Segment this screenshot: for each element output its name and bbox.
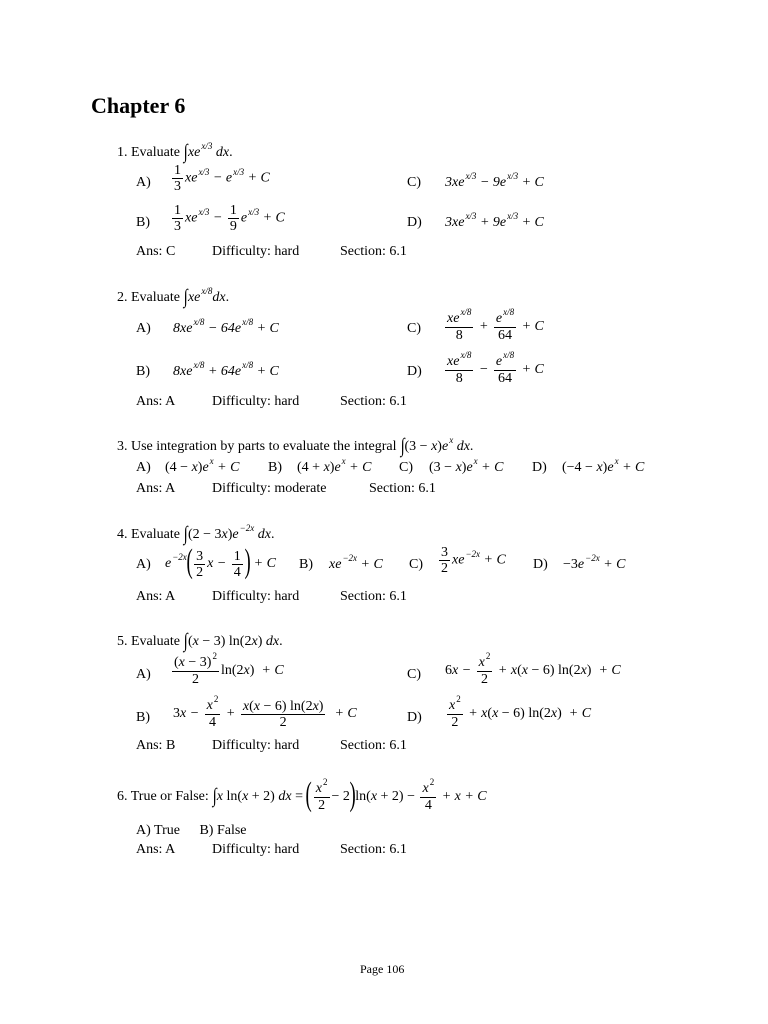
option-label-a: A) (136, 460, 151, 475)
question-prompt: Evaluate (131, 290, 180, 305)
option-b-expression: $8xe^{x/8} + 64e^{x/8} + C$ (173, 360, 279, 379)
option-label-b: B) (199, 823, 214, 838)
section: Section: 6.1 (340, 394, 407, 409)
option-label-c: C) (407, 175, 421, 190)
option-b-expression: 3x − $\frac{x^2}{4}$ + $\frac{x(x - 6) \ln(2x)}{2}$ + C (173, 694, 357, 730)
answer-key: Ans: A (136, 481, 176, 496)
option-label-a: A) (136, 667, 151, 682)
option-d-expression: $3xe^{x/3} + 9e^{x/3} + C$ (445, 211, 544, 230)
section: Section: 6.1 (340, 842, 407, 857)
option-a-expression: $\frac{(x - 3)^2}{2}$ ln(2x) + C (174, 651, 284, 687)
option-a-expression: $8xe^{x/8} - 64e^{x/8} + C$ (173, 317, 279, 336)
question-number: 6. (117, 789, 128, 805)
question-6-stem (117, 778, 487, 816)
question-integral: $\int(2 - 3x)e^{-2x}$ dx. (184, 523, 275, 545)
answer-line (136, 394, 407, 410)
option-label-b: B) (299, 557, 313, 572)
option-b-text: False (216, 823, 247, 838)
option-d-expression: $xe^{x/8}$ 8 − $\frac{e^{x/8}}{64}$ + C (447, 350, 544, 386)
option-d-expression: $(-4 - x)e^x + C$ (562, 456, 645, 475)
question-1-stem (117, 139, 233, 162)
answer-line (136, 738, 407, 754)
question-prompt: Evaluate (131, 634, 180, 649)
answer-key: Ans: A (136, 394, 176, 409)
option-c-expression: $\frac{3}{2}$ $xe^{-2x} + C$ (441, 545, 506, 576)
option-a-text: True (154, 823, 180, 838)
difficulty: Difficulty: hard (212, 244, 300, 259)
question-5-stem (117, 628, 283, 651)
answer-line (136, 589, 407, 605)
page-number: Page 106 (360, 962, 405, 976)
option-label-c: C) (399, 460, 413, 475)
question-number: 2. (117, 290, 128, 305)
option-label-a: A) (136, 823, 151, 838)
option-label-d: D) (407, 364, 422, 379)
option-label-d: D) (532, 460, 547, 475)
option-label-b: B) (268, 460, 282, 475)
answer-key: Ans: A (136, 589, 176, 604)
option-label-c: C) (407, 667, 421, 682)
option-c-expression: $3xe^{x/3} - 9e^{x/3} + C$ (445, 171, 544, 190)
answer-key: Ans: A (136, 842, 176, 857)
option-label-b: B) (136, 710, 150, 725)
question-number: 5. (117, 634, 128, 649)
question-prompt: Use integration by parts to evaluate the integral (131, 439, 397, 454)
section: Section: 6.1 (340, 738, 407, 753)
question-integral: $\int xe^{x/3}$ dx. (184, 141, 233, 163)
option-c-expression: 6x − $\frac{x^2}{2}$ + x(x − 6) ln(2x) + C (445, 651, 621, 687)
answer-line (136, 481, 436, 497)
option-b-expression: $\frac{1}{3}$ $xe^{x/3}$ − $\frac{1}{9}$ $e^{x/3} + C$ (174, 203, 285, 234)
option-label-d: D) (407, 710, 422, 725)
option-label-c: C) (407, 321, 421, 336)
question-prompt: Evaluate (131, 145, 180, 160)
option-a-expression: $\frac{1}{3}$ $xe^{x/3} - e^{x/3} + C$ (174, 163, 270, 194)
option-label-a: A) (136, 175, 151, 190)
option-label-b: B) (136, 364, 150, 379)
option-b-expression: $(4 + x)e^x + C$ (297, 456, 372, 475)
difficulty: Difficulty: hard (212, 589, 300, 604)
difficulty: Difficulty: hard (212, 738, 300, 753)
option-label-b: B) (136, 215, 150, 230)
chapter-title: Chapter 6 (91, 93, 186, 118)
answer-key: Ans: C (136, 244, 176, 259)
question-4-stem (117, 521, 274, 544)
section: Section: 6.1 (340, 244, 407, 259)
option-d-expression: $\frac{x^2}{2}$ + x(x − 6) ln(2x) + C (449, 694, 592, 730)
answer-line (136, 842, 407, 858)
difficulty: Difficulty: moderate (212, 481, 327, 496)
question-number: 1. (117, 145, 128, 160)
option-label-a: A) (136, 321, 151, 336)
question-integral: ∫x ln(x + 2) dx = ( $\frac{x^2}{2}$ − 2)ln(x + 2) − $\frac{x^2}{4}$ + x + C (212, 776, 487, 813)
option-a-expression: $e^{-2x}$( $\frac{3}{2}$ x − $\frac{1}{4}$ ) + C (165, 543, 276, 580)
option-d-expression: $-3e^{-2x} + C$ (563, 553, 626, 572)
question-2-stem (117, 284, 229, 307)
section: Section: 6.1 (369, 481, 436, 496)
true-false-options (136, 823, 247, 839)
option-label-d: D) (533, 557, 548, 572)
answer-key: Ans: B (136, 738, 176, 753)
question-number: 4. (117, 527, 128, 542)
option-b-expression: $xe^{-2x} + C$ (329, 553, 383, 572)
question-integral: $\int(3 - x)e^x$ dx. (400, 435, 474, 457)
question-3-stem (117, 433, 473, 456)
option-c-expression: $xe^{x/8}$ 8 + $\frac{e^{x/8}}{64}$ + C (447, 307, 544, 343)
question-integral: $\int xe^{x/8}dx$. (184, 286, 230, 308)
option-label-c: C) (409, 557, 423, 572)
question-integral: ∫(x − 3) ln(2x) dx. (184, 630, 283, 652)
section: Section: 6.1 (340, 589, 407, 604)
option-a-expression: $(4 - x)e^x + C$ (165, 456, 240, 475)
question-prompt: True or False: (130, 789, 209, 805)
difficulty: Difficulty: hard (212, 842, 300, 857)
option-c-expression: $(3 - x)e^x + C$ (429, 456, 504, 475)
question-prompt: Evaluate (131, 527, 180, 542)
question-number: 3. (117, 439, 128, 454)
answer-line (136, 244, 407, 260)
option-label-d: D) (407, 215, 422, 230)
difficulty: Difficulty: hard (212, 394, 300, 409)
option-label-a: A) (136, 557, 151, 572)
